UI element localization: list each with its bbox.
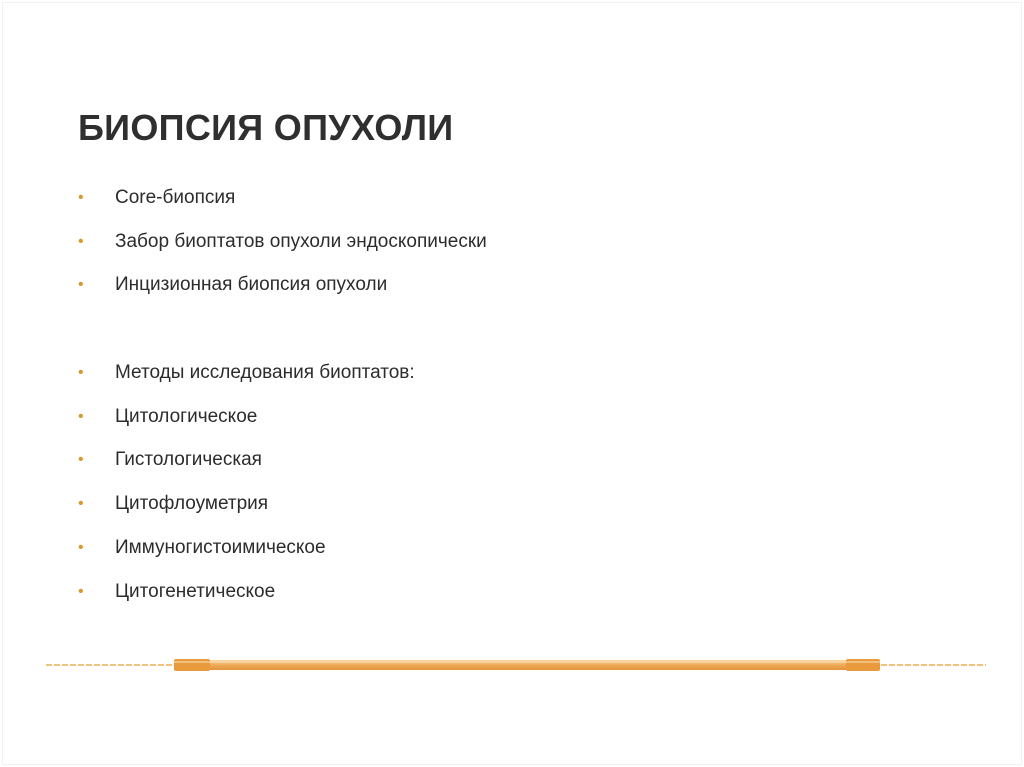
bullet-icon: •: [78, 407, 84, 425]
bullet-text: Гистологическая: [115, 449, 262, 471]
bullet-text: Инцизионная биопсия опухоли: [115, 274, 388, 296]
bullet-icon: •: [78, 276, 84, 294]
bullet-text: Иммуногистоимическое: [115, 536, 326, 558]
bullet-text: Цитогенетическое: [115, 580, 276, 602]
bullet-icon: •: [78, 189, 84, 206]
bullet-text: Цитофлоуметрия: [115, 493, 269, 515]
bullet-text: Цитологическое: [115, 405, 258, 427]
bullet-icon: •: [78, 538, 84, 556]
bullet-icon: •: [78, 495, 84, 513]
bullet-icon: •: [78, 364, 84, 382]
bullet-text: Методы исследования биоптатов:: [115, 362, 415, 384]
bullet-icon: •: [78, 451, 84, 469]
slide-title: БИОПСИЯ ОПУХОЛИ: [78, 107, 454, 148]
bullet-text: Забор биоптатов опухоли эндоскопически: [115, 230, 487, 252]
bullet-icon: •: [78, 582, 84, 600]
decorative-divider: [46, 654, 986, 676]
bullet-icon: •: [78, 232, 84, 250]
bullet-text: Core-биопсия: [115, 187, 236, 208]
